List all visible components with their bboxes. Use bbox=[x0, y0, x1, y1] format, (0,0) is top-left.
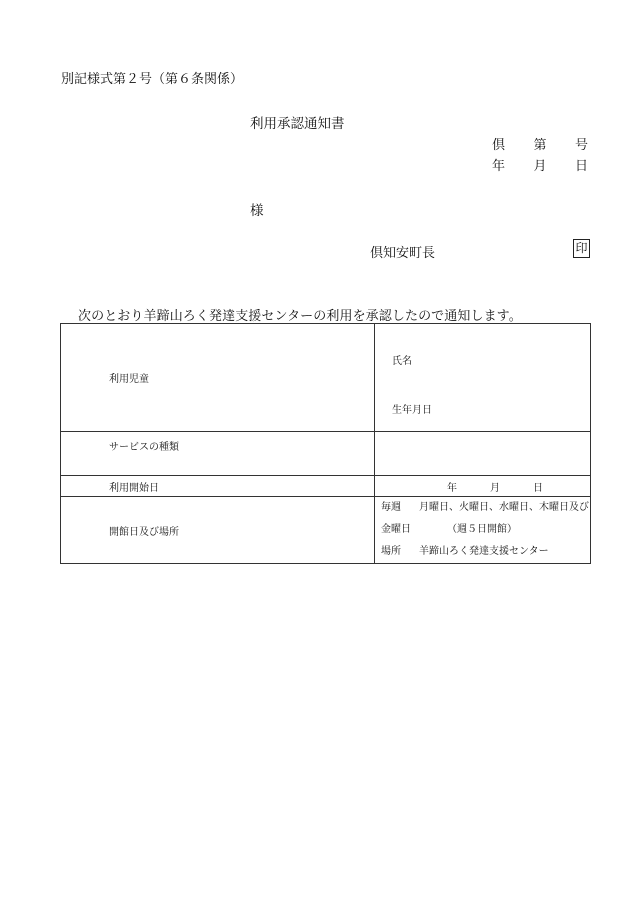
document-number-go: 号 bbox=[574, 138, 588, 153]
addressee-suffix: 様 bbox=[250, 203, 264, 219]
venue-label: 開館日及び場所 bbox=[109, 526, 179, 538]
start-label: 利用開始日 bbox=[109, 482, 159, 494]
start-date-month: 月 bbox=[490, 482, 500, 494]
approval-table bbox=[60, 323, 591, 564]
service-value-cell bbox=[375, 432, 591, 476]
service-label: サービスの種類 bbox=[109, 442, 179, 453]
start-date-year: 年 bbox=[447, 482, 457, 494]
issue-date-month: 月 bbox=[533, 159, 547, 174]
place-label: 場所 bbox=[381, 546, 401, 557]
weekly-prefix: 毎週 bbox=[381, 502, 401, 513]
seal-mark: 印 bbox=[573, 239, 590, 258]
place-line bbox=[375, 541, 590, 563]
document-number-prefix: 倶 bbox=[492, 138, 506, 153]
place-value: 羊蹄山ろく発達支援センター bbox=[419, 546, 549, 557]
service-label-cell bbox=[61, 432, 375, 476]
form-number: 別記様式第２号（第６条関係） bbox=[61, 72, 244, 87]
venue-info-cell bbox=[375, 497, 591, 564]
intro-text: 次のとおり羊蹄山ろく発達支援センターの利用を承認したので通知します。 bbox=[78, 309, 522, 324]
child-info-cell bbox=[375, 324, 591, 432]
weekly-note: （週５日開館） bbox=[447, 524, 517, 535]
table-row-child bbox=[61, 324, 591, 432]
issuer-name: 倶知安町長 bbox=[370, 246, 436, 261]
child-label-cell bbox=[61, 324, 375, 432]
table-row-service bbox=[61, 432, 591, 476]
name-label: 氏名 bbox=[392, 356, 412, 367]
document-number-dai: 第 bbox=[533, 138, 547, 153]
table-row-start bbox=[61, 476, 591, 497]
start-date-cell bbox=[375, 476, 591, 497]
weekly-days: 月曜日、火曜日、水曜日、木曜日及び金曜日 bbox=[381, 502, 589, 535]
document-title: 利用承認通知書 bbox=[250, 116, 345, 132]
issue-date-row bbox=[492, 155, 588, 174]
start-date-day: 日 bbox=[533, 482, 543, 494]
issue-date-day: 日 bbox=[574, 159, 588, 174]
venue-label-cell bbox=[61, 497, 375, 564]
document-number-row bbox=[492, 134, 588, 153]
issue-date-year: 年 bbox=[492, 159, 506, 174]
birthdate-label: 生年月日 bbox=[392, 405, 432, 416]
table-row-venue bbox=[61, 497, 591, 564]
start-label-cell bbox=[61, 476, 375, 497]
child-label: 利用児童 bbox=[109, 374, 149, 385]
